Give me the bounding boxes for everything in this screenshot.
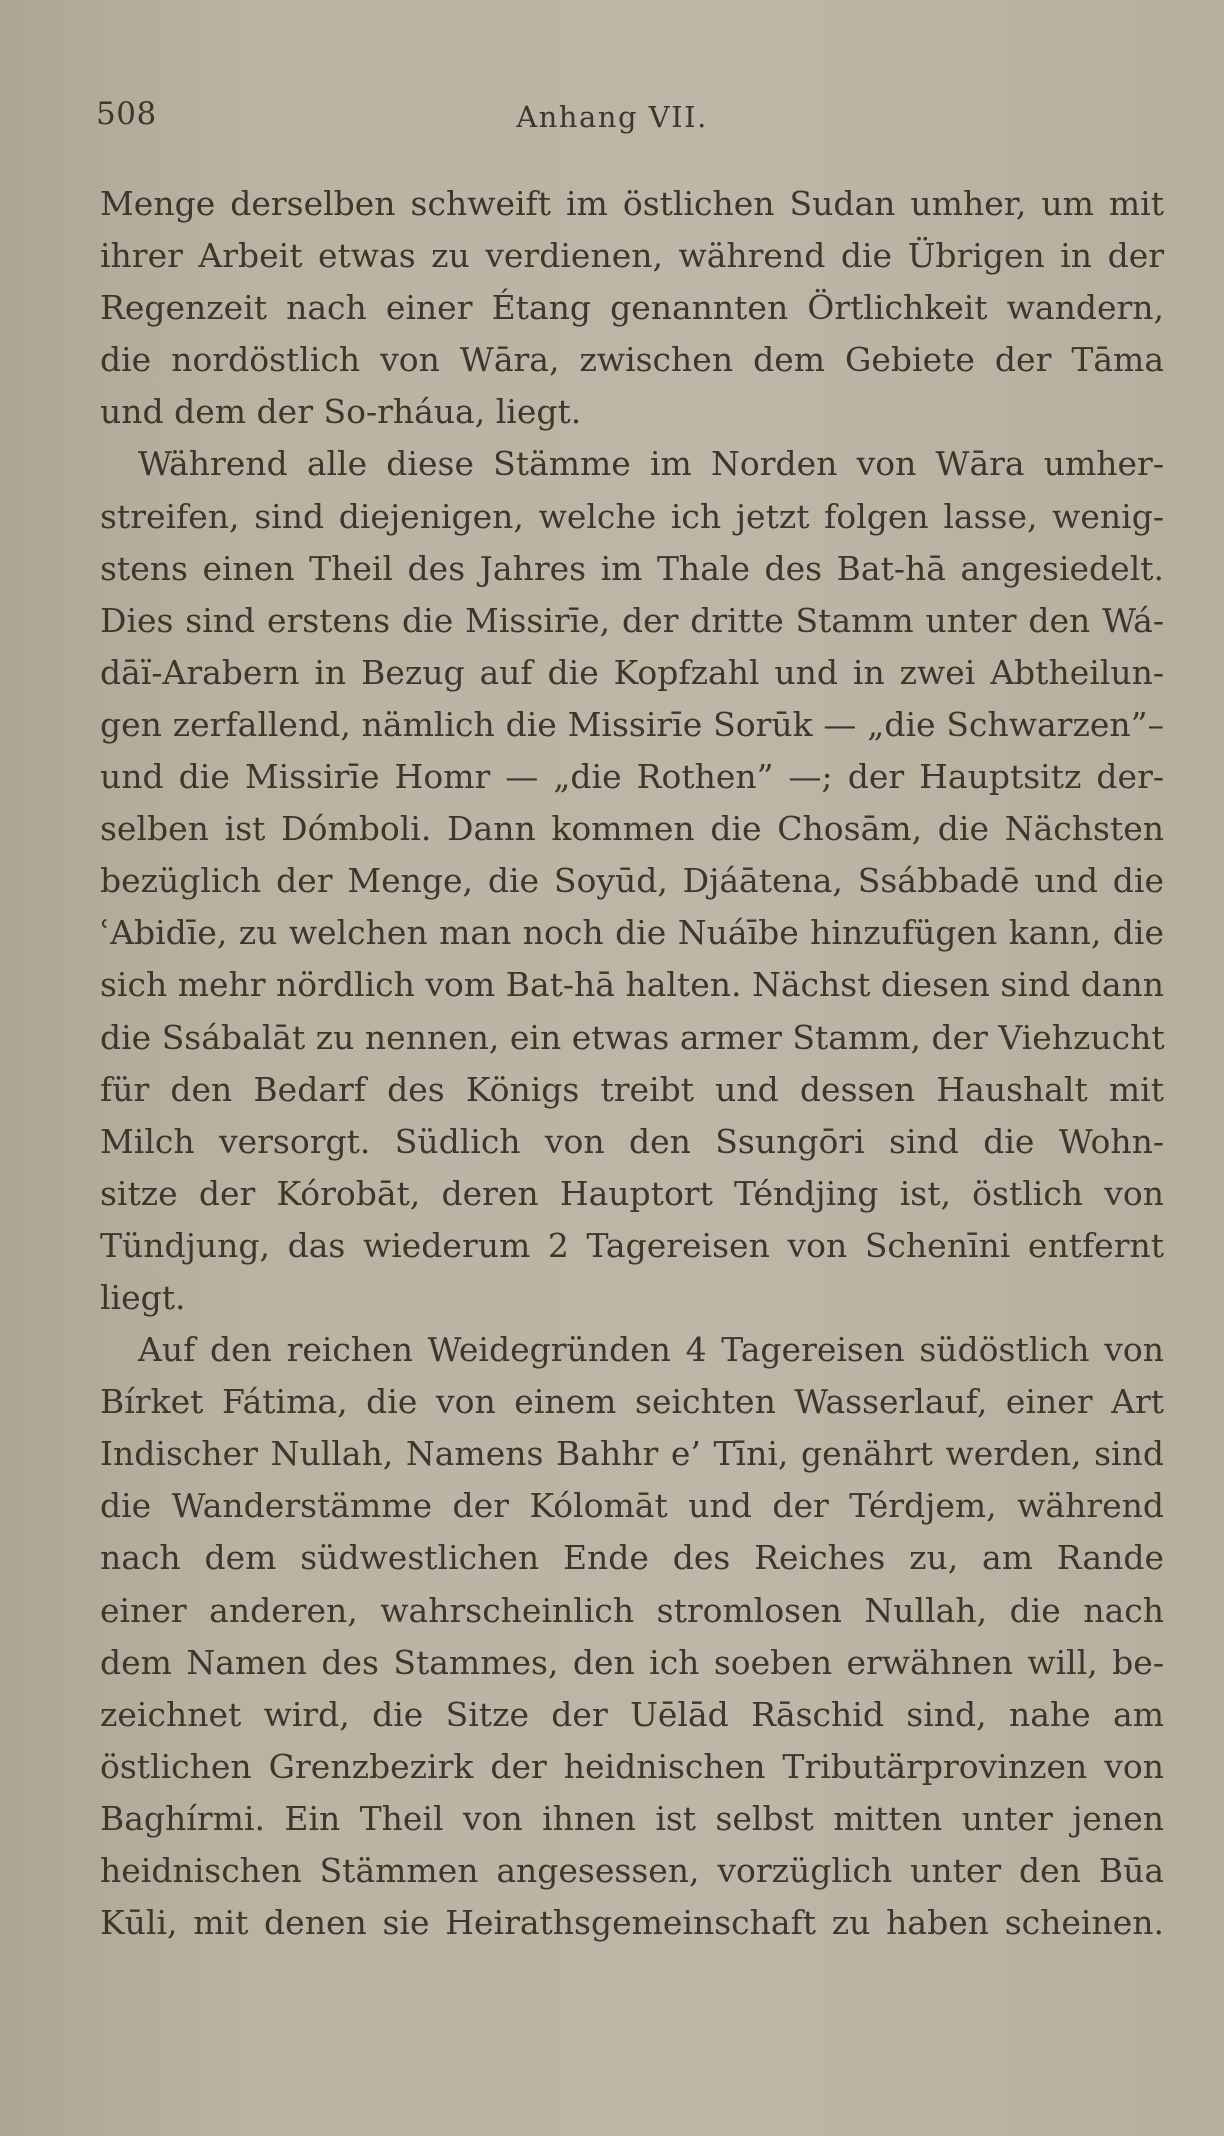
text-line: und die Missirīe Homr — „die Rothen” —; der Hauptsitz der- (100, 757, 1164, 797)
text-line: ʿAbidīe, zu welchen man noch die Nuáībe hinzufügen kann, die (100, 913, 1164, 953)
text-line: Dies sind erstens die Missirīe, der dritte Stamm unter den Wá- (100, 600, 1164, 640)
text-line: ihrer Arbeit etwas zu verdienen, während die Übrigen in der (100, 236, 1164, 276)
text-line: Auf den reichen Weidegründen 4 Tagereisen südöstlich von (138, 1330, 1164, 1370)
text-line: liegt. (100, 1277, 186, 1317)
text-line: dem Namen des Stammes, den ich soeben erwähnen will, be- (100, 1642, 1164, 1682)
text-line: einer anderen, wahrscheinlich stromlosen Nullah, die nach (100, 1590, 1164, 1630)
text-line: Milch versorgt. Südlich von den Ssungōri sind die Wohn- (100, 1121, 1164, 1161)
text-line: die Wanderstämme der Kólomāt und der Térdjem, während (100, 1486, 1164, 1526)
text-line: Bírket Fátima, die von einem seichten Wasserlauf, einer Art (100, 1382, 1164, 1422)
text-line: dāï-Arabern in Bezug auf die Kopfzahl und in zwei Abtheilun- (100, 652, 1164, 692)
text-line: Baghírmi. Ein Theil von ihnen ist selbst mitten unter jenen (100, 1798, 1164, 1838)
text-line: Indischer Nullah, Namens Bahhr e’ Tīni, genährt werden, sind (100, 1434, 1164, 1474)
text-line: Während alle diese Stämme im Norden von Wāra umher- (138, 444, 1164, 484)
text-line: zeichnet wird, die Sitze der Uēlād Rāschid sind, nahe am (100, 1694, 1164, 1734)
text-line: Menge derselben schweift im östlichen Sudan umher, um mit (100, 184, 1164, 223)
text-line: streifen, sind diejenigen, welche ich jetzt folgen lasse, wenig- (100, 496, 1164, 536)
text-line: stens einen Theil des Jahres im Thale des Bat-hā angesiedelt. (100, 548, 1164, 588)
text-line: nach dem südwestlichen Ende des Reiches zu, am Rande (100, 1538, 1164, 1578)
text-line: Regenzeit nach einer Étang genannten Örtlichkeit wandern, (100, 288, 1164, 328)
text-line: die Ssábalāt zu nennen, ein etwas armer Stamm, der Viehzucht (100, 1017, 1165, 1057)
text-line: selben ist Dómboli. Dann kommen die Chosām, die Nächsten (100, 809, 1164, 849)
text-line: bezüglich der Menge, die Soyūd, Djáātena, Ssábbadē und die (100, 861, 1164, 901)
text-line: die nordöstlich von Wāra, zwischen dem Gebiete der Tāma (100, 340, 1164, 380)
text-line: und dem der So-rháua, liegt. (100, 392, 582, 432)
text-line: östlichen Grenzbezirk der heidnischen Tributärprovinzen von (100, 1746, 1164, 1786)
text-line: für den Bedarf des Königs treibt und dessen Haushalt mit (100, 1069, 1164, 1109)
text-line: sich mehr nördlich vom Bat-hā halten. Nächst diesen sind dann (100, 965, 1165, 1005)
text-line: heidnischen Stämmen angesessen, vorzüglich unter den Būa (100, 1851, 1164, 1890)
text-line: Kūli, mit denen sie Heirathsgemeinschaft zu haben scheinen. (100, 1903, 1164, 1943)
running-title: Anhang VII. (516, 100, 708, 134)
text-line: gen zerfallend, nämlich die Missirīe Sorūk — „die Schwarzen”– (100, 704, 1164, 744)
text-line: Tündjung, das wiederum 2 Tagereisen von Schenīni entfernt (100, 1225, 1164, 1265)
text-line: sitze der Kórobāt, deren Hauptort Téndjing ist, östlich von (100, 1173, 1164, 1213)
body-text (100, 178, 1164, 1949)
page-number: 508 (96, 96, 157, 132)
